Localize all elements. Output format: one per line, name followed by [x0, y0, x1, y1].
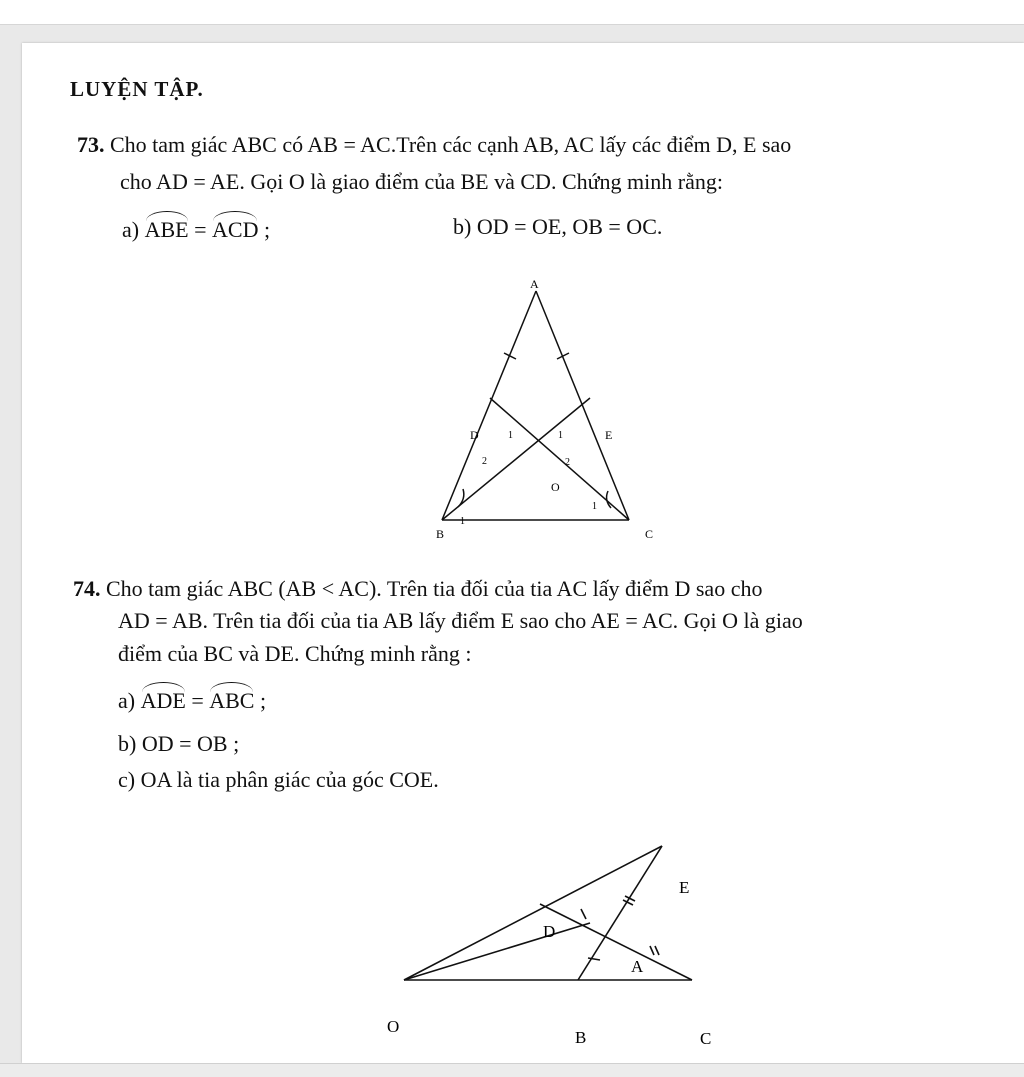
exercise-74-text1: Cho tam giác ABC (AB < AC). Trên tia đối của tia AC lấy điểm D sao cho — [106, 576, 763, 601]
part-b-label: b) — [453, 214, 472, 239]
document-page — [22, 43, 1024, 1063]
tick-ac-2 — [655, 946, 659, 955]
label-a: A — [530, 277, 539, 291]
segment-cd — [490, 398, 629, 520]
angle-ade: ADE — [141, 685, 186, 714]
exercise-73-part-a — [122, 214, 270, 243]
label-d: D — [470, 428, 479, 442]
exercise-73-line2: cho AD = AE. Gọi O là giao điểm của BE và CD. Chứng minh rằng: — [120, 169, 723, 194]
angle-acd: ACD — [212, 214, 258, 243]
viewer-bottom-bar — [0, 1063, 1024, 1077]
label-b: B — [575, 1028, 587, 1047]
segment-oe — [404, 846, 662, 980]
equals-sign: = — [194, 217, 207, 242]
label-o: O — [387, 1017, 400, 1036]
exercise-74-part-c: c) OA là tia phân giác của góc COE. — [118, 767, 439, 792]
label-o-visible: O — [551, 480, 560, 494]
angle-mark-e2: 2 — [565, 457, 570, 468]
viewer-top-bar — [0, 0, 1024, 25]
label-c: C — [700, 1029, 712, 1048]
angle-mark-e1: 1 — [558, 430, 563, 441]
label-d: D — [543, 922, 556, 941]
label-b: B — [436, 527, 445, 541]
angle-mark-d1: 1 — [508, 430, 513, 441]
part-b-text: OD = OE, OB = OC. — [476, 214, 663, 239]
exercise-73-part-b — [453, 214, 662, 240]
section-title: LUYỆN TẬP. — [70, 77, 204, 101]
part-a-label: a) — [118, 688, 136, 713]
angle-mark-b1: 1 — [460, 516, 465, 527]
segment-dc — [540, 904, 692, 980]
label-c: C — [645, 527, 654, 541]
figure-73-isosceles-triangle — [422, 273, 662, 548]
angle-mark-d2: 2 — [482, 456, 487, 467]
exercise-73-text1: Cho tam giác ABC có AB = AC.Trên các cạnh AB, AC lấy các điểm D, E sao — [110, 132, 792, 157]
label-e: E — [605, 428, 613, 442]
angle-mark-c1: 1 — [592, 501, 597, 512]
exercise-73-line1 — [77, 132, 791, 158]
exercise-74-line2: AD = AB. Trên tia đối của tia AB lấy điểm E sao cho AE = AC. Gọi O là giao — [118, 608, 803, 633]
arc-c1 — [607, 491, 611, 508]
tick-ac-1 — [650, 946, 654, 955]
label-e: E — [679, 878, 690, 897]
semicolon: ; — [259, 688, 267, 713]
exercise-74-part-a — [118, 685, 266, 714]
exercise-74-line3: điểm của BC và DE. Chứng minh rằng : — [118, 641, 472, 666]
exercise-73-number: 73. — [77, 132, 105, 157]
semicolon: ; — [263, 217, 271, 242]
segment-eb — [578, 846, 662, 980]
equals-sign: = — [191, 688, 204, 713]
segment-ac — [536, 291, 629, 520]
tick-da — [581, 909, 586, 919]
label-a: A — [631, 957, 644, 976]
figure-74-triangles — [362, 828, 722, 1048]
angle-abc: ABC — [209, 685, 254, 714]
arc-b1 — [458, 489, 464, 507]
segment-ab — [442, 291, 536, 520]
angle-abe: ABE — [145, 214, 189, 243]
exercise-74-part-b: b) OD = OB ; — [118, 731, 240, 756]
exercise-74-line1 — [73, 576, 762, 602]
part-a-label: a) — [122, 217, 140, 242]
exercise-74-number: 74. — [73, 576, 101, 601]
